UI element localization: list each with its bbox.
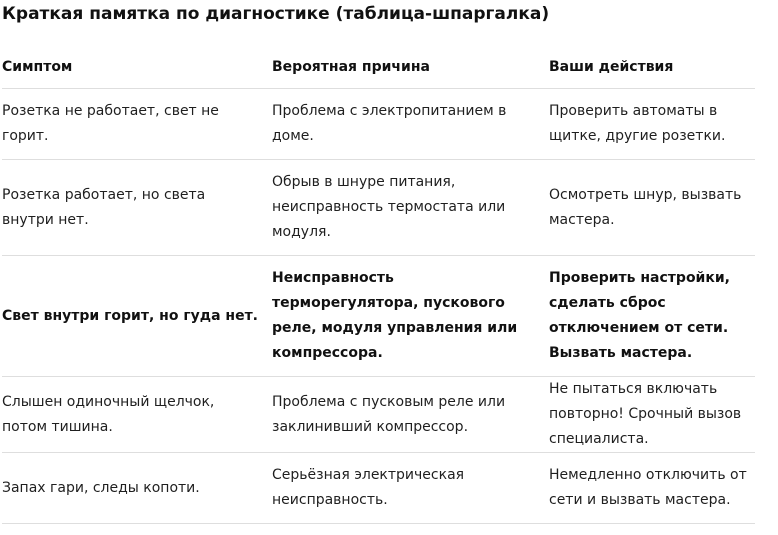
action-cell: Проверить автоматы в щитке, другие розетки.	[549, 89, 755, 160]
table-row	[2, 453, 755, 524]
table-row	[2, 160, 755, 256]
action-cell: Проверить настройки, сделать сброс отключением от сети. Вызвать мастера.	[549, 256, 755, 377]
symptom-cell: Свет внутри горит, но гуда нет.	[2, 256, 272, 377]
table-header-row	[2, 46, 755, 89]
table-row	[2, 89, 755, 160]
cause-cell: Проблема с электропитанием в доме.	[272, 89, 549, 160]
cause-cell: Обрыв в шнуре питания, неисправность термостата или модуля.	[272, 160, 549, 256]
column-header-symptom: Симптом	[2, 46, 272, 89]
action-cell: Немедленно отключить от сети и вызвать мастера.	[549, 453, 755, 524]
cause-cell: Серьёзная электрическая неисправность.	[272, 453, 549, 524]
page-title: Краткая памятка по диагностике (таблица-шпаргалка)	[2, 4, 550, 24]
column-header-cause: Вероятная причина	[272, 46, 549, 89]
cause-cell: Проблема с пусковым реле или заклинивший компрессор.	[272, 377, 549, 453]
table-row	[2, 377, 755, 453]
cause-cell: Неисправность терморегулятора, пускового реле, модуля управления или компрессора.	[272, 256, 549, 377]
action-cell: Не пытаться включать повторно! Срочный вызов специалиста.	[549, 377, 755, 453]
symptom-cell: Слышен одиночный щелчок, потом тишина.	[2, 377, 272, 453]
table-row	[2, 256, 755, 377]
action-cell: Осмотреть шнур, вызвать мастера.	[549, 160, 755, 256]
diagnostics-table	[2, 46, 755, 524]
symptom-cell: Запах гари, следы копоти.	[2, 453, 272, 524]
column-header-actions: Ваши действия	[549, 46, 755, 89]
symptom-cell: Розетка работает, но света внутри нет.	[2, 160, 272, 256]
symptom-cell: Розетка не работает, свет не горит.	[2, 89, 272, 160]
